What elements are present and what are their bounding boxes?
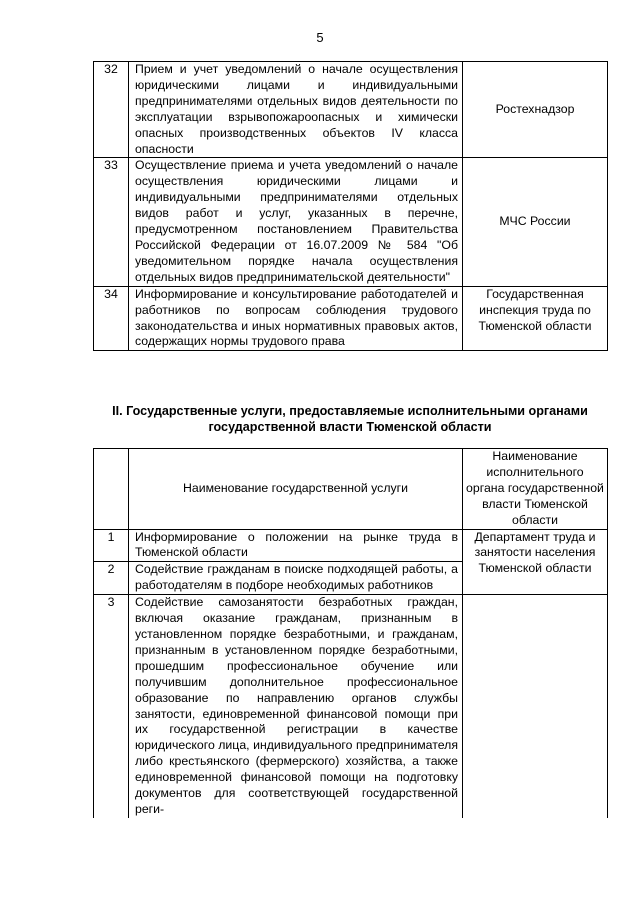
org-name: МЧС России bbox=[463, 158, 608, 286]
table-row bbox=[94, 595, 608, 818]
row-number: 3 bbox=[94, 595, 129, 818]
section-title: II. Государственные услуги, предоставляемые исполнительными органами государственной власти Тюменской области bbox=[112, 404, 588, 434]
table-row bbox=[94, 62, 608, 158]
org-cell-empty bbox=[463, 595, 608, 818]
header-service-name: Наименование государственной услуги bbox=[129, 449, 463, 530]
service-name: Содействие самозанятости безработных граждан, включая оказание гражданам, признанным в установленном порядке безработными, и гражданам, признанным в установленном порядке безработными, прошедшим профессиональное обучение или получившим дополнительное профессиональное образование по направлению органов службы занятости, единовременной финансовой помощи при их государственной регистрации в качестве юридического лица, индивидуального предпринимателя либо крестьянского (фермерского) хозяйства, а также единовременной финансовой помощи на подготовку документов для соответствующей государственной реги- bbox=[129, 595, 463, 818]
page-number: 5 bbox=[316, 30, 324, 45]
row-number: 2 bbox=[94, 562, 129, 595]
service-name: Осуществление приема и учета уведомлений о начале осуществления юридическими лицами и индивидуальными предпринимателями отдельных видов работ и услуг, указанных в перечне, предусмотренном постановлением Правительства Российской Федерации от 16.07.2009 № 584 "Об уведомительном порядке начала осуществления отдельных видов предпринимательской деятельности" bbox=[129, 158, 463, 286]
row-number: 34 bbox=[94, 286, 129, 351]
row-number: 33 bbox=[94, 158, 129, 286]
row-number: 1 bbox=[94, 529, 129, 562]
regional-services-table bbox=[93, 448, 608, 818]
header-number-cell bbox=[94, 449, 129, 530]
table-row bbox=[94, 158, 608, 286]
service-name: Содействие гражданам в поиске подходящей работы, а работодателям в подборе необходимых работников bbox=[129, 562, 463, 595]
org-name: Ростехнадзор bbox=[463, 62, 608, 158]
table-header-row bbox=[94, 449, 608, 530]
org-name: Государственная инспекция труда по Тюменской области bbox=[463, 286, 608, 351]
header-org-name: Наименование исполнительного органа государственной власти Тюменской области bbox=[463, 449, 608, 530]
service-name: Информирование о положении на рынке труда в Тюменской области bbox=[129, 529, 463, 562]
org-name: Департамент труда и занятости населения Тюменской области bbox=[463, 529, 608, 595]
table-row bbox=[94, 286, 608, 351]
service-name: Информирование и консультирование работодателей и работников по вопросам соблюдения трудового законодательства и иных нормативных правовых актов, содержащих нормы трудового права bbox=[129, 286, 463, 351]
service-name: Прием и учет уведомлений о начале осуществления юридическими лицами и индивидуальными предпринимателями отдельных видов деятельности по эксплуатации взрывопожароопасных и химически опасных производственных объектов IV класса опасности bbox=[129, 62, 463, 158]
federal-services-table bbox=[93, 61, 608, 351]
row-number: 32 bbox=[94, 62, 129, 158]
table-row bbox=[94, 529, 608, 562]
